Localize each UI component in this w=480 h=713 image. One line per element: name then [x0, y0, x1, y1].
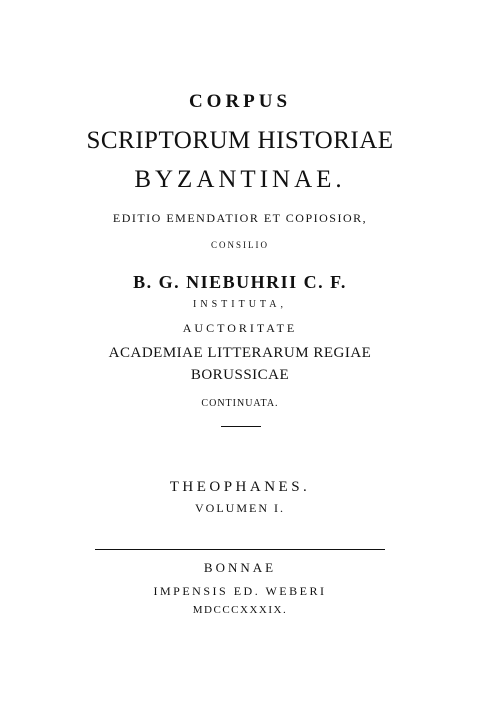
series-title-byzantinae: BYZANTINAE. [134, 166, 346, 193]
academy-line-2: BORUSSICAE [190, 367, 290, 383]
imprint-publisher: IMPENSIS ED. WEBERI [153, 584, 327, 598]
short-divider [221, 426, 261, 427]
series-title-corpus: CORPUS [188, 91, 292, 112]
work-author: THEOPHANES. [169, 479, 311, 495]
academy-line-1: ACADEMIAE LITTERARUM REGIAE [108, 345, 372, 361]
imprint-place: BONNAE [203, 560, 277, 575]
edition-statement: EDITIO EMENDATIOR ET COPIOSIOR, [112, 211, 368, 225]
volume-number: VOLUMEN I. [195, 501, 285, 515]
editor-name: B. G. NIEBUHRII C. F. [133, 272, 347, 292]
instituta-label: INSTITUTA, [193, 299, 287, 310]
auctoritate-label: AUCTORITATE [182, 321, 298, 335]
series-title-scriptorum: SCRIPTORUM HISTORIAE [86, 127, 394, 154]
imprint-year: MDCCCXXXIX. [192, 604, 288, 616]
continuata-label: CONTINUATA. [201, 398, 279, 409]
consilio-label: CONSILIO [211, 240, 269, 250]
long-divider [95, 549, 385, 550]
